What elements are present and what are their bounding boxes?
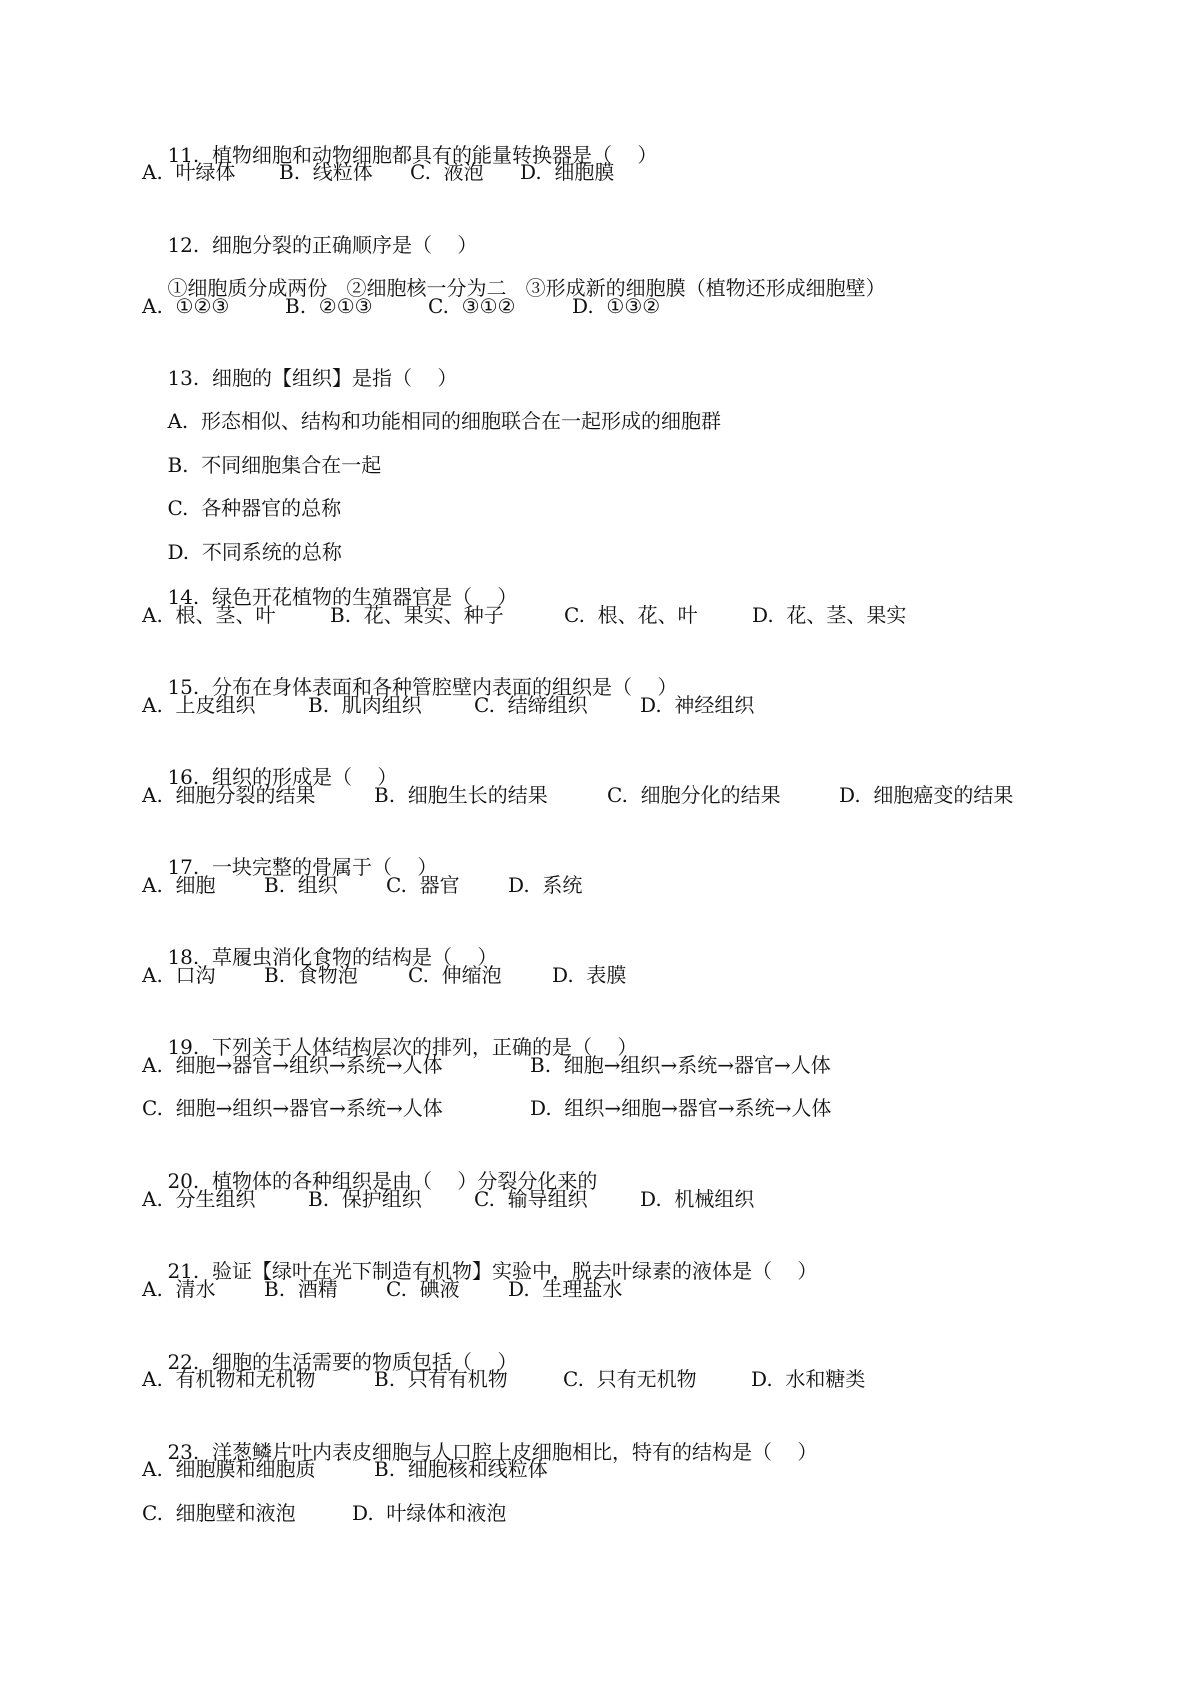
question-21-options xyxy=(142,1276,623,1302)
option-b: B. 细胞核和线粒体 xyxy=(374,1457,548,1481)
option-c: C. 细胞壁和液泡 xyxy=(142,1501,296,1525)
option-c: C. 液泡 xyxy=(410,160,484,184)
option-c: C. 根、花、叶 xyxy=(564,603,698,627)
question-number: 13. xyxy=(167,366,200,390)
question-22-stem xyxy=(142,1323,518,1374)
option-c: C. 器官 xyxy=(386,873,460,897)
option-d: D. 机械组织 xyxy=(640,1187,755,1211)
option-d: D. 叶绿体和液泡 xyxy=(352,1501,507,1525)
question-text: 植物细胞和动物细胞都具有的能量转换器是（ ） xyxy=(211,143,658,167)
option-c: C. 伸缩泡 xyxy=(408,963,502,987)
option-b: B. 组织 xyxy=(264,873,338,897)
option-d: D. 花、茎、果实 xyxy=(752,603,907,627)
option-c: C. 细胞→组织→器官→系统→人体 xyxy=(142,1096,443,1120)
step-list: ①细胞质分成两份 ②细胞核一分为二 ③形成新的细胞膜（植物还形成细胞壁） xyxy=(167,276,886,300)
question-16-stem xyxy=(142,738,398,789)
question-text: 下列关于人体结构层次的排列，正确的是（ ） xyxy=(211,1035,638,1059)
question-number: 17. xyxy=(167,855,200,879)
question-18-options xyxy=(142,962,627,988)
question-text: 洋葱鳞片叶内表皮细胞与人口腔上皮细胞相比，特有的结构是（ ） xyxy=(211,1440,818,1464)
option-a: A. 上皮组织 xyxy=(142,693,256,717)
option-a: A. 口沟 xyxy=(142,963,216,987)
question-text: 草履虫消化食物的结构是（ ） xyxy=(211,945,498,969)
option-c: C. ③①② xyxy=(428,294,516,318)
question-19-options-row-1 xyxy=(142,1052,831,1078)
question-14-stem xyxy=(142,558,518,609)
question-20-options xyxy=(142,1186,755,1212)
question-15-options xyxy=(142,692,755,718)
question-number: 16. xyxy=(167,765,200,789)
option-d: D. 细胞癌变的结果 xyxy=(839,783,1014,807)
option-a: A. 细胞膜和细胞质 xyxy=(142,1457,316,1481)
option-a: A. 清水 xyxy=(142,1277,216,1301)
option-c: C. 结缔组织 xyxy=(474,693,588,717)
option-d: D. 组织→细胞→器官→系统→人体 xyxy=(530,1096,832,1120)
option-b: B. 不同细胞集合在一起 xyxy=(167,453,382,477)
question-text: 细胞分裂的正确顺序是（ ） xyxy=(211,233,478,257)
option-d: D. 表膜 xyxy=(552,963,627,987)
option-a: A. 细胞 xyxy=(142,873,216,897)
option-d: D. 系统 xyxy=(508,873,583,897)
question-number: 15. xyxy=(167,675,200,699)
option-b: B. 细胞生长的结果 xyxy=(374,783,548,807)
option-d: D. 细胞膜 xyxy=(520,160,615,184)
question-18-stem xyxy=(142,918,498,969)
option-d: D. ①③② xyxy=(572,294,661,318)
question-22-options xyxy=(142,1366,866,1392)
question-11-options xyxy=(142,159,615,185)
question-11-stem xyxy=(142,116,658,167)
question-text: 一块完整的骨属于（ ） xyxy=(211,855,438,879)
question-13-stem xyxy=(142,339,458,390)
question-19-options-row-2 xyxy=(142,1095,832,1121)
question-text: 细胞的生活需要的物质包括（ ） xyxy=(211,1350,518,1374)
option-a: A. ①②③ xyxy=(142,294,230,318)
option-d: D. 水和糖类 xyxy=(751,1367,866,1391)
option-b: B. 花、果实、种子 xyxy=(330,603,504,627)
question-text: 细胞的【组织】是指（ ） xyxy=(211,366,458,390)
option-b: B. 保护组织 xyxy=(308,1187,422,1211)
question-23-options-row-1 xyxy=(142,1456,548,1482)
question-number: 23. xyxy=(167,1440,200,1464)
question-20-stem xyxy=(142,1142,598,1193)
question-12-options xyxy=(142,293,661,319)
option-a: A. 分生组织 xyxy=(142,1187,256,1211)
option-c: C. 细胞分化的结果 xyxy=(607,783,781,807)
question-number: 18. xyxy=(167,945,200,969)
question-23-stem xyxy=(142,1413,818,1464)
option-d: D. 生理盐水 xyxy=(508,1277,623,1301)
option-b: B. 只有有机物 xyxy=(374,1367,508,1391)
option-d: D. 不同系统的总称 xyxy=(167,540,342,564)
option-b: B. 肌肉组织 xyxy=(308,693,422,717)
question-17-stem xyxy=(142,828,438,879)
question-number: 11. xyxy=(167,143,200,167)
option-c: C. 输导组织 xyxy=(474,1187,588,1211)
option-a: A. 细胞→器官→组织→系统→人体 xyxy=(142,1053,443,1077)
question-number: 19. xyxy=(167,1035,200,1059)
option-b: B. ②①③ xyxy=(285,294,373,318)
question-text: 验证【绿叶在光下制造有机物】实验中，脱去叶绿素的液体是（ ） xyxy=(211,1259,818,1283)
question-number: 21. xyxy=(167,1259,200,1283)
question-21-stem xyxy=(142,1232,818,1283)
option-b: B. 线粒体 xyxy=(279,160,373,184)
option-a: A. 根、茎、叶 xyxy=(142,603,276,627)
option-a: A. 有机物和无机物 xyxy=(142,1367,316,1391)
question-number: 22. xyxy=(167,1350,200,1374)
question-text: 绿色开花植物的生殖器官是（ ） xyxy=(211,585,518,609)
option-c: C. 各种器官的总称 xyxy=(167,496,342,520)
question-16-options xyxy=(142,782,1014,808)
question-14-options xyxy=(142,602,907,628)
question-number: 12. xyxy=(167,233,200,257)
question-12-stem xyxy=(142,206,478,257)
question-23-options-row-2 xyxy=(142,1500,507,1526)
option-b: B. 食物泡 xyxy=(264,963,358,987)
question-text: 植物体的各种组织是由（ ）分裂分化来的 xyxy=(211,1169,598,1193)
question-text: 分布在身体表面和各种管腔壁内表面的组织是（ ） xyxy=(211,675,678,699)
question-number: 20. xyxy=(167,1169,200,1193)
option-a: A. 叶绿体 xyxy=(142,160,236,184)
option-a: A. 细胞分裂的结果 xyxy=(142,783,316,807)
option-d: D. 神经组织 xyxy=(640,693,755,717)
option-c: C. 碘液 xyxy=(386,1277,460,1301)
question-15-stem xyxy=(142,648,678,699)
option-b: B. 酒精 xyxy=(264,1277,338,1301)
option-c: C. 只有无机物 xyxy=(563,1367,697,1391)
question-17-options xyxy=(142,872,583,898)
question-19-stem xyxy=(142,1008,638,1059)
question-text: 组织的形成是（ ） xyxy=(211,765,398,789)
question-12-steps xyxy=(142,249,886,300)
option-a: A. 形态相似、结构和功能相同的细胞联合在一起形成的细胞群 xyxy=(167,409,721,433)
question-number: 14. xyxy=(167,585,200,609)
option-b: B. 细胞→组织→系统→器官→人体 xyxy=(530,1053,831,1077)
